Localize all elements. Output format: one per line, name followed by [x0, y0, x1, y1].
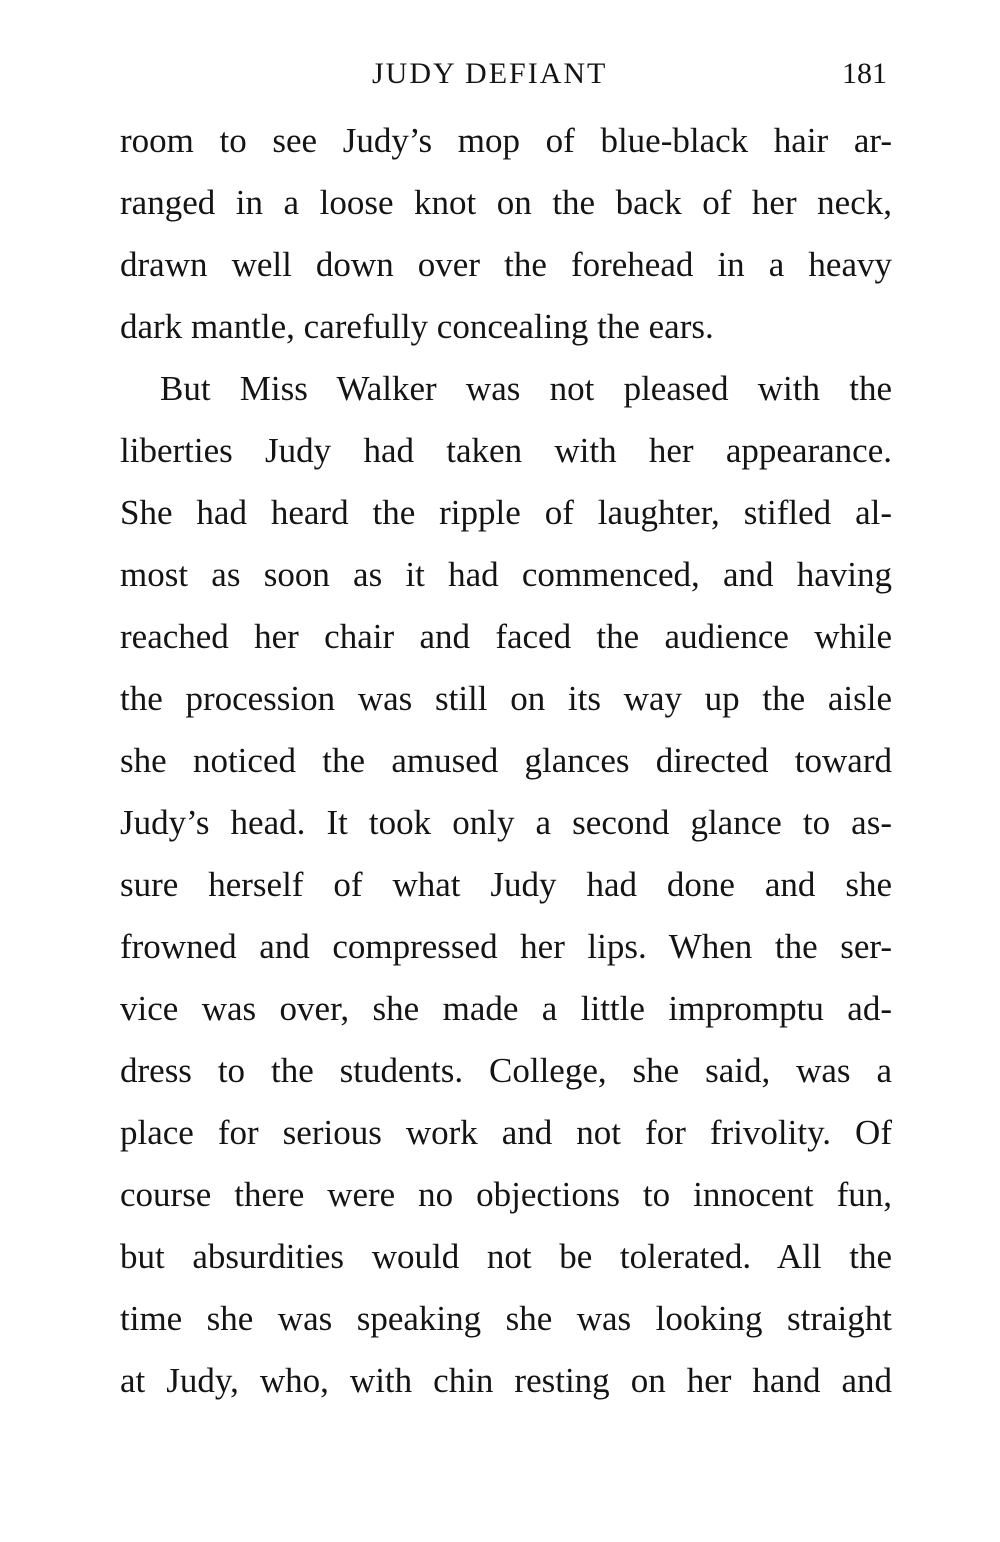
- paragraph-2: [120, 358, 892, 1412]
- text-line: sure herself of what Judy had done and she: [120, 865, 892, 904]
- text-line: frowned and compressed her lips. When the ser-: [120, 927, 892, 966]
- page-number: 181: [842, 57, 887, 90]
- text-line: dark mantle, carefully concealing the ears.: [120, 307, 714, 346]
- text-line: ranged in a loose knot on the back of her neck,: [120, 183, 892, 222]
- running-title: JUDY DEFIANT: [372, 57, 608, 90]
- text-line: but absurdities would not be tolerated. All the: [120, 1237, 892, 1276]
- text-line: time she was speaking she was looking straight: [120, 1299, 892, 1338]
- text-line: vice was over, she made a little impromptu ad-: [120, 989, 892, 1028]
- text-line: most as soon as it had commenced, and having: [120, 555, 892, 594]
- text-line: she noticed the amused glances directed toward: [120, 741, 892, 780]
- text-line: But Miss Walker was not pleased with the: [160, 369, 892, 408]
- text-line: drawn well down over the forehead in a heavy: [120, 245, 892, 284]
- text-line: She had heard the ripple of laughter, stifled al-: [120, 493, 892, 532]
- text-line: reached her chair and faced the audience while: [120, 617, 892, 656]
- paragraph-1: [120, 110, 892, 358]
- text-line: the procession was still on its way up the aisle: [120, 679, 892, 718]
- text-line: course there were no objections to innocent fun,: [120, 1175, 892, 1214]
- text-line: place for serious work and not for frivolity. Of: [120, 1113, 892, 1152]
- text-line: dress to the students. College, she said, was a: [120, 1051, 892, 1090]
- running-header: [0, 54, 1000, 94]
- text-line: at Judy, who, with chin resting on her hand and: [120, 1361, 892, 1400]
- text-line: room to see Judy’s mop of blue-black hair ar-: [120, 121, 892, 160]
- body-text: [120, 110, 892, 1412]
- text-line: liberties Judy had taken with her appearance.: [120, 431, 892, 470]
- text-line: Judy’s head. It took only a second glance to as-: [120, 803, 892, 842]
